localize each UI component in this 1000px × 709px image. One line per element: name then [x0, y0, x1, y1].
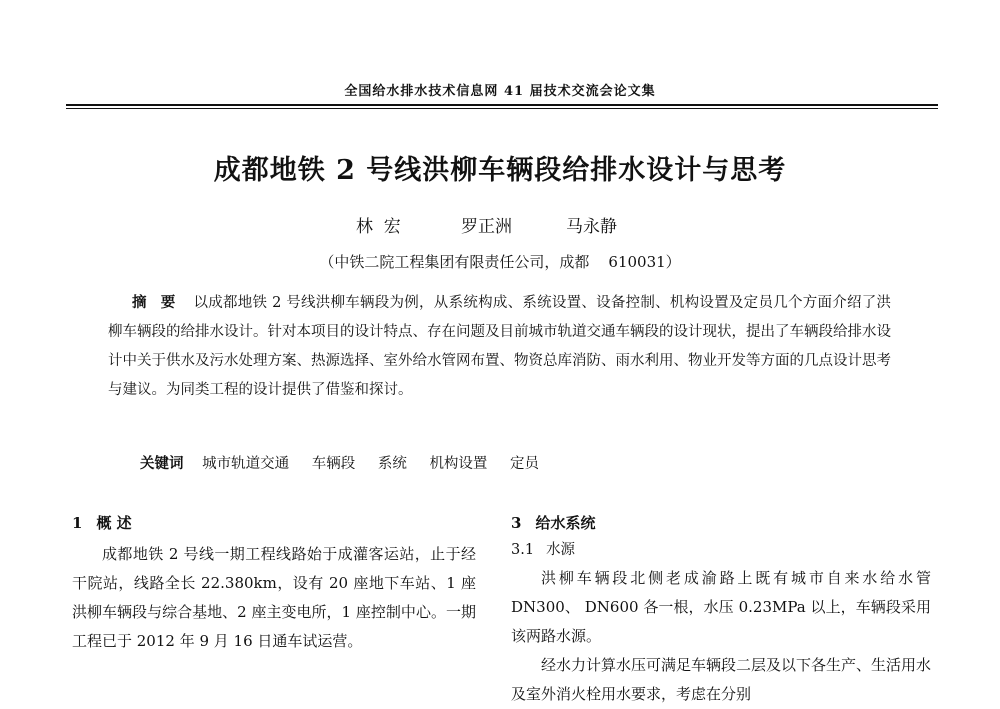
- left-column: [72, 510, 476, 656]
- keyword: 车辆段: [311, 456, 356, 472]
- section-title: 概 述: [96, 514, 132, 532]
- section-heading: [511, 510, 931, 536]
- header-rule-thick: [66, 104, 938, 106]
- keywords-line: [140, 452, 557, 473]
- author-name: 罗正洲: [461, 217, 512, 237]
- paper-title: 成都地铁 2 号线洪柳车辆段给排水设计与思考: [213, 155, 787, 186]
- keyword: 定员: [510, 456, 540, 472]
- keyword: 系统: [377, 456, 407, 472]
- body-paragraph: 成都地铁 2 号线一期工程线路始于成灌客运站，止于经干院站，线路全长 22.380km，设有 20 座地下车站、1 座洪柳车辆段与综合基地、2 座主变电所，1 座控制中心。一期工程已于 2012 年 9 月 16 日通车试运营。: [72, 545, 476, 650]
- section-number: 3: [511, 514, 522, 532]
- author-name: 林 宏: [356, 217, 401, 237]
- section-heading: [72, 510, 476, 536]
- running-header: 全国给水排水技术信息网 41 届技术交流会论文集: [344, 84, 656, 99]
- author-name: 马永静: [566, 217, 617, 237]
- abstract-text: 以成都地铁 2 号线洪柳车辆段为例，从系统构成、系统设置、设备控制、机构设置及定员几个方面介绍了洪柳车辆段的给排水设计。针对本项目的设计特点、存在问题及目前城市轨道交通车辆段的设计现状，提出了车辆段给排水设计中关于供水及污水处理方案、热源选择、室外给水管网布置、物资总库消防、雨水利用、物业开发等方面的几点设计思考与建议。为同类工程的设计提供了借鉴和探讨。: [108, 295, 891, 398]
- header-rule-thin: [66, 108, 938, 109]
- abstract-block: [108, 288, 891, 405]
- keyword: 城市轨道交通: [202, 456, 290, 472]
- keyword: 机构设置: [429, 456, 488, 472]
- affiliation: （中铁二院工程集团有限责任公司，成都 610031）: [319, 253, 681, 271]
- abstract-label: 摘要: [132, 294, 190, 311]
- right-column: [511, 510, 931, 709]
- section-title: 给水系统: [535, 514, 596, 532]
- body-paragraph: 经水力计算水压可满足车辆段二层及以下各生产、生活用水及室外消火栓用水要求，考虑在分别: [511, 656, 932, 703]
- subsection-title: 水源: [546, 542, 576, 558]
- section-number: 1: [72, 514, 83, 532]
- body-paragraph: 洪柳车辆段北侧老成渝路上既有城市自来水给水管 DN300、 DN600 各一根，水压 0.23MPa 以上，车辆段采用该两路水源。: [511, 569, 931, 645]
- keywords-label: 关键词: [140, 455, 184, 472]
- subsection-heading: [511, 536, 931, 564]
- subsection-number: 3.1: [511, 542, 535, 558]
